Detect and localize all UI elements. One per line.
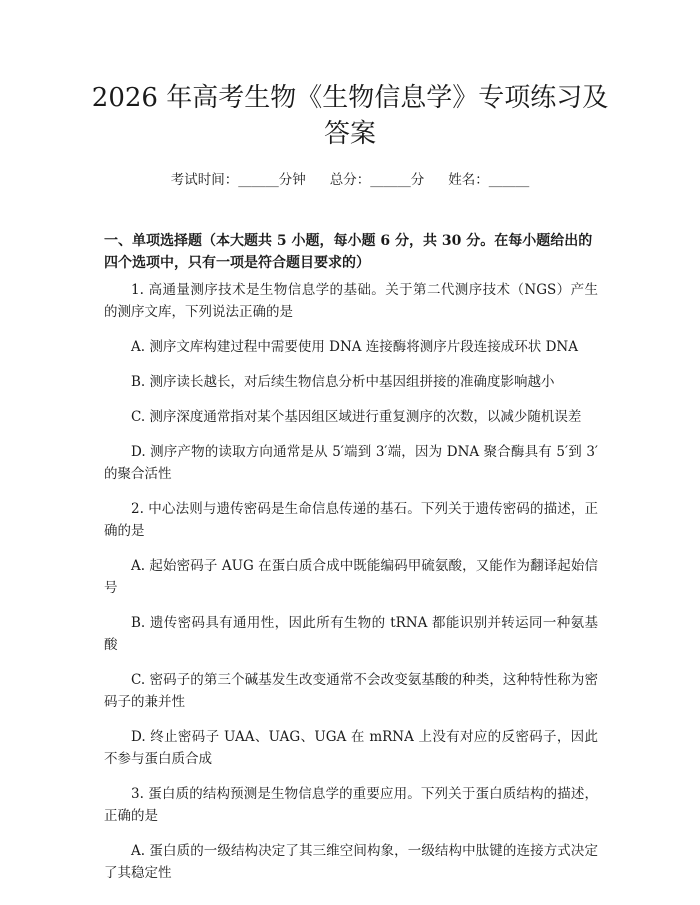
section-heading: 一、单项选择题（本大题共 5 小题，每小题 6 分，共 30 分。在每小题给出的四个选项中，只有一项是符合题目要求的） <box>104 233 593 271</box>
question-3-stem: 3. 蛋白质的结构预测是生物信息学的重要应用。下列关于蛋白质结构的描述，正确的是 <box>104 786 598 824</box>
total-score-field: 总分：______分 <box>329 172 425 188</box>
question-1-option-d: D. 测序产物的读取方向通常是从 5′端到 3′端，因为 DNA 聚合酶具有 5′到 3′的聚合活性 <box>104 444 598 482</box>
document-title <box>0 80 700 152</box>
question-1-option-a: A. 测序文库构建过程中需要使用 DNA 连接酶将测序片段连接成环状 DNA <box>131 339 578 355</box>
student-name-field: 姓名：______ <box>448 172 530 188</box>
question-2-stem: 2. 中心法则与遗传密码是生命信息传递的基石。下列关于遗传密码的描述，正确的是 <box>104 501 598 539</box>
title-line-1: 2026 年高考生物《生物信息学》专项练习及 <box>91 83 609 113</box>
question-1-option-b: B. 测序读长越长，对后续生物信息分析中基因组拼接的准确度影响越小 <box>131 374 555 390</box>
question-list <box>104 279 598 897</box>
question-3-option-a: A. 蛋白质的一级结构决定了其三维空间构象，一级结构中肽键的连接方式决定了其稳定性 <box>104 843 598 881</box>
question-1-option-c: C. 测序深度通常指对某个基因组区域进行重复测序的次数，以减少随机误差 <box>131 409 582 425</box>
question-2-option-a: A. 起始密码子 AUG 在蛋白质合成中既能编码甲硫氨酸，又能作为翻译起始信号 <box>104 558 598 596</box>
title-line-2: 答案 <box>323 119 376 149</box>
exam-time-field: 考试时间：______分钟 <box>170 172 306 188</box>
question-2-option-d: D. 终止密码子 UAA、UAG、UGA 在 mRNA 上没有对应的反密码子，因此不参与蛋白质合成 <box>104 729 598 767</box>
exam-meta <box>0 170 700 190</box>
question-2-option-b: B. 遗传密码具有通用性，因此所有生物的 tRNA 都能识别并转运同一种氨基酸 <box>104 615 598 653</box>
question-2-option-c: C. 密码子的第三个碱基发生改变通常不会改变氨基酸的种类，这种特性称为密码子的兼并性 <box>104 672 598 710</box>
question-1-stem: 1. 高通量测序技术是生物信息学的基础。关于第二代测序技术（NGS）产生的测序文库，下列说法正确的是 <box>104 282 598 320</box>
